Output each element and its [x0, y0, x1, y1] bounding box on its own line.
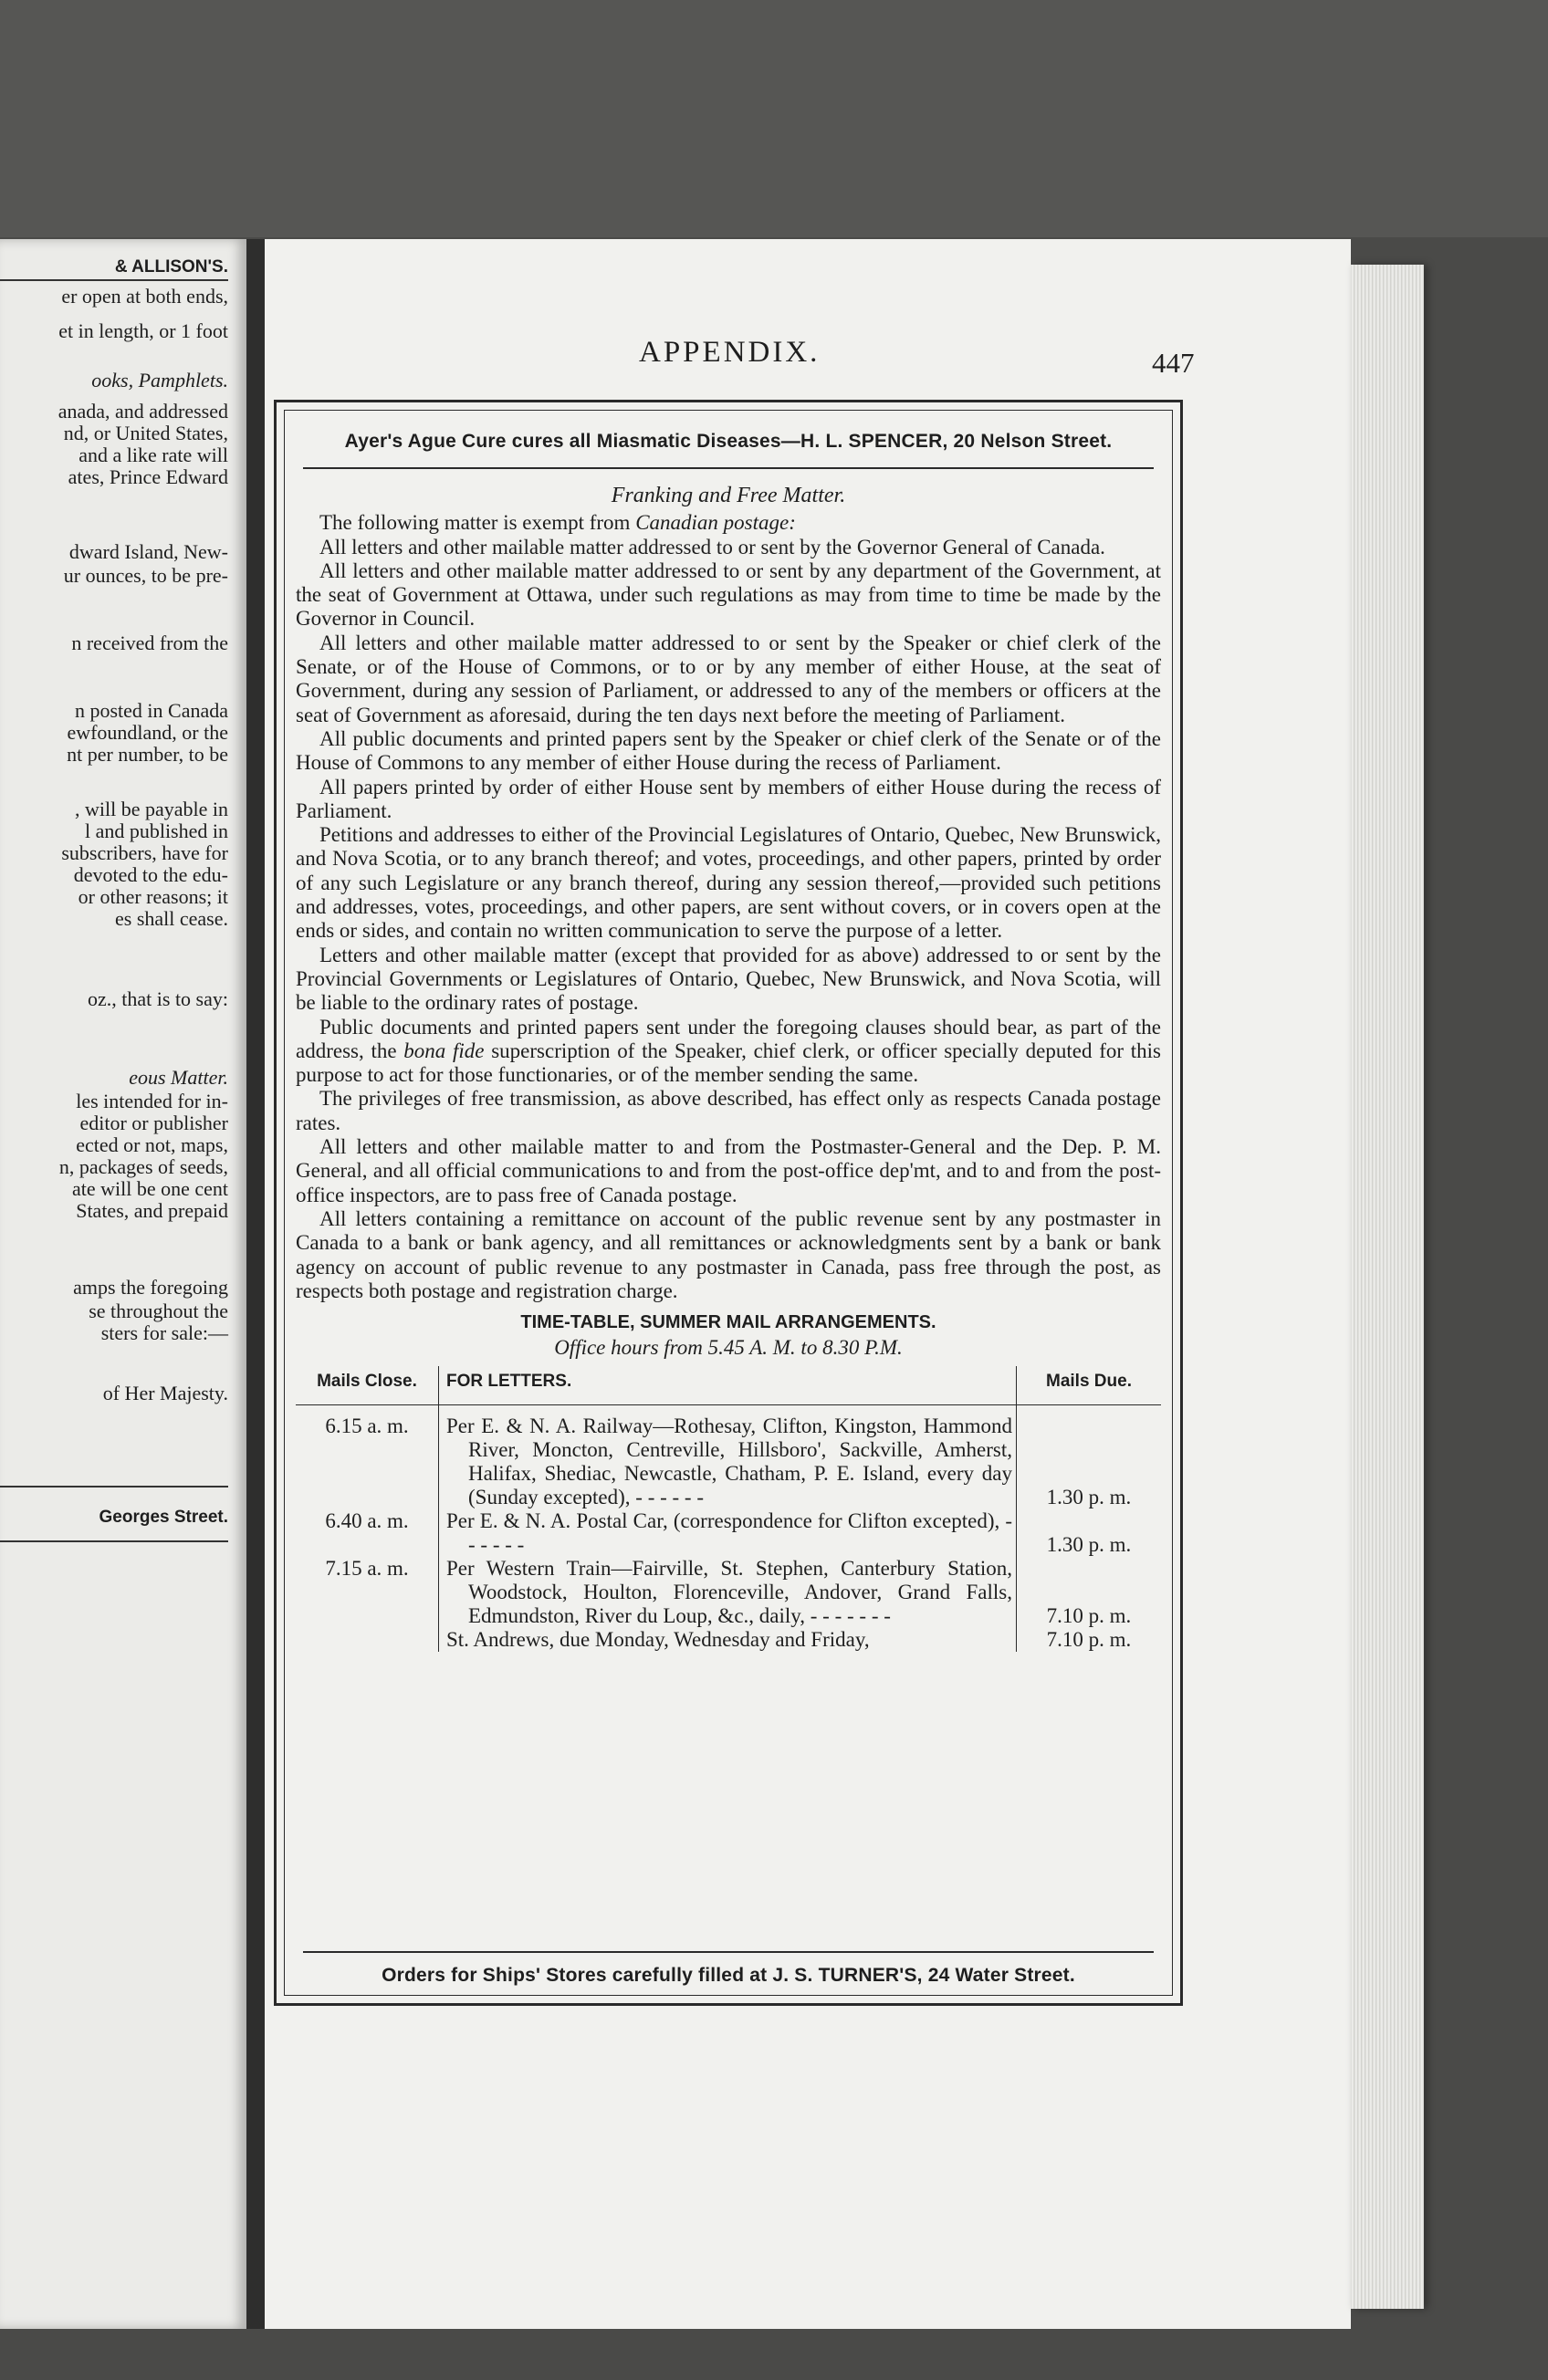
timetable-header-row	[296, 1366, 1161, 1405]
left-page-line: nt per number, to be	[67, 743, 228, 766]
mails-close-cell	[296, 1404, 439, 1509]
left-page-line: n received from the	[71, 632, 228, 654]
mails-close-cell	[296, 1509, 439, 1557]
bottom-advertisement: Orders for Ships' Stores carefully filled at J. S. TURNER'S, 24 Water Street.	[382, 1965, 1075, 1986]
page-edges	[1351, 265, 1424, 2309]
paragraph-group	[296, 536, 1161, 1016]
left-page-line: ates, Prince Edward	[68, 465, 228, 488]
left-page-line: es shall cease.	[115, 907, 228, 930]
header-for-letters: FOR LETTERS.	[439, 1366, 1017, 1405]
left-page-fragment	[0, 239, 246, 2329]
timetable-row	[296, 1557, 1161, 1628]
scan-background	[0, 0, 1548, 237]
left-page-line: l and published in	[84, 819, 228, 842]
paragraph: Letters and other mailable matter (except that provided for as above) addressed to or sent by the Provincial Governments or Legislatures of Ontario, Quebec, New Brunswick, and Nova Scotia, will be liable to the ordinary rates of postage.	[296, 943, 1161, 1015]
mails-close-cell	[296, 1557, 439, 1628]
left-page-line: oz., that is to say:	[88, 987, 228, 1010]
left-page-line: editor or publisher	[79, 1112, 228, 1134]
route-cell-text: St. Andrews, due Monday, Wednesday and Friday,	[446, 1627, 870, 1651]
page-number: 447	[1152, 347, 1195, 379]
left-page-line: sters for sale:—	[100, 1321, 228, 1344]
left-page-line: ur ounces, to be pre-	[63, 564, 228, 587]
intro-paragraph	[296, 511, 1161, 535]
paragraph	[296, 1016, 1161, 1088]
left-page-line: Georges Street.	[99, 1508, 228, 1527]
paragraph: All letters and other mailable matter addressed to or sent by the Governor General of Canada.	[319, 535, 1105, 558]
left-page-line: amps the foregoing	[73, 1276, 228, 1299]
left-page-line: ected or not, maps,	[76, 1133, 228, 1156]
timetable-row	[296, 1404, 1161, 1509]
left-page-rule	[0, 1540, 228, 1542]
left-page-line: n, packages of seeds,	[58, 1155, 228, 1178]
paragraph: All letters and other mailable matter addressed to or sent by the Speaker or chief clerk of the Senate, or of the House of Commons, or to or by any member of either House, at the seat of Government, during any session of Parliament, or addressed to any of the members or officers at the seat of Government as aforesaid, during the ten days next before the meeting of Parliament.	[296, 631, 1161, 726]
paragraph-text: superscription of the Speaker, chief clerk, or officer specially deputed for this purpose to act for those functionaries, or of the member sending the same.	[296, 1039, 1161, 1087]
paragraph-text: Public documents and printed papers sent under the foregoing clauses should bear, as part of the address, the	[296, 1015, 1161, 1062]
timetable-subtitle: Office hours from 5.45 A. M. to 8.30 P.M.	[554, 1336, 903, 1360]
mails-close-cell	[296, 1628, 439, 1652]
left-page-line: States, and prepaid	[76, 1199, 228, 1222]
intro-emphasis: Canadian postage:	[635, 511, 796, 535]
paragraph-emphasis: bona fide	[403, 1039, 485, 1062]
paragraph: The privileges of free transmission, as above described, has effect only as respects Canada postage rates.	[296, 1087, 1161, 1134]
left-page-line: se throughout the	[89, 1300, 228, 1322]
route-cell	[439, 1628, 1017, 1652]
left-page-line: ewfoundland, or the	[67, 721, 228, 744]
left-page-rule	[0, 1486, 228, 1488]
page-body	[296, 484, 1161, 1652]
header-mails-close: Mails Close.	[296, 1366, 439, 1405]
left-page-line: of Her Majesty.	[102, 1382, 228, 1404]
paragraph: All letters and other mailable matter to and from the Postmaster-General and the Dep. P. M. General, and all official communications to and from the post-office dep'mt, and to and from the post-office inspectors, are to pass free of Canada postage.	[296, 1135, 1161, 1206]
paragraph: All letters containing a remittance on account of the public revenue sent by any postmaster in Canada to a bank or bank agency, and all remittances or acknowledgments sent by a bank or bank agency on account of public revenue to any postmaster in Canada, pass free through the post, as respects both postage and registration charge.	[296, 1206, 1161, 1302]
page-frame-inner	[284, 410, 1173, 1996]
route-cell	[439, 1557, 1017, 1628]
intro-text: The following matter is exempt from	[319, 511, 636, 535]
book-gutter	[246, 239, 265, 2329]
left-page-line: subscribers, have for	[61, 841, 228, 864]
paragraph: Petitions and addresses to either of the Provincial Legislatures of Ontario, Quebec, New Brunswick, and Nova Scotia, or to any branch thereof; and votes, proceedings, and other papers, printed by order of any such Legislature or any branch thereof, during any session thereof,—provided such petitions and addresses, votes, proceedings, and other papers, are sent without covers, or in covers open at the ends or sides, and contain no written communication to serve the purpose of a letter.	[296, 823, 1161, 943]
paragraph-group	[296, 1087, 1161, 1303]
header-mails-due: Mails Due.	[1017, 1366, 1162, 1405]
timetable-row	[296, 1628, 1161, 1652]
paragraph: All letters and other mailable matter addressed to or sent by any department of the Government, at the seat of Government at Ottawa, under such regulations as may from time to time be made by the Governor in Council.	[296, 558, 1161, 631]
mails-close-cell-text: 6.40 a. m.	[325, 1508, 409, 1532]
left-page-line: nd, or United States,	[63, 422, 228, 444]
left-page-line: devoted to the edu-	[73, 863, 228, 886]
timetable-row	[296, 1509, 1161, 1557]
paragraph: All papers printed by order of either House sent by members of either House during the recess of Parliament.	[296, 775, 1161, 822]
mails-close-cell-text: 6.15 a. m.	[325, 1414, 409, 1437]
route-cell-text: Per E. & N. A. Railway—Rothesay, Clifton, Kingston, Hammond River, Moncton, Centreville, Hillsboro', Sackville, Amherst, Halifax, Shediac, Newcastle, Chatham, P. E. Island, every day (Sunday excepted), - - - - - -	[446, 1414, 1012, 1508]
left-page-line: or other reasons; it	[78, 885, 228, 908]
mails-due-cell-text: 1.30 p. m.	[1046, 1485, 1132, 1508]
left-page-line: et in length, or 1 foot	[58, 319, 228, 342]
top-rule	[303, 467, 1154, 469]
left-page-rule	[0, 279, 228, 281]
mails-due-cell	[1017, 1509, 1162, 1557]
page-frame	[274, 400, 1183, 2006]
running-head: APPENDIX.	[639, 336, 821, 369]
mails-due-cell-text: 1.30 p. m.	[1046, 1532, 1132, 1556]
timetable	[296, 1366, 1161, 1652]
timetable-body	[296, 1404, 1161, 1652]
left-page-line: eous Matter.	[129, 1066, 228, 1089]
mails-due-cell-text: 7.10 p. m.	[1046, 1603, 1132, 1627]
left-page-line: and a like rate will	[78, 444, 228, 466]
route-cell-text: Per E. & N. A. Postal Car, (correspondence for Clifton excepted), - - - - - -	[446, 1508, 1012, 1556]
paragraph: All public documents and printed papers sent by the Speaker or chief clerk of the Senate or of the House of Commons to any member of either House during the recess of Parliament.	[296, 726, 1161, 775]
left-page-line: & ALLISON'S.	[114, 257, 228, 277]
left-page-line: ooks, Pamphlets.	[91, 369, 228, 391]
left-page-line: dward Island, New-	[68, 540, 228, 563]
top-advertisement: Ayer's Ague Cure cures all Miasmatic Diseases—H. L. SPENCER, 20 Nelson Street.	[344, 431, 1113, 452]
mails-due-cell	[1017, 1628, 1162, 1652]
left-page-line: anada, and addressed	[58, 400, 228, 423]
bottom-rule	[303, 1951, 1154, 1953]
mails-due-cell	[1017, 1404, 1162, 1509]
route-cell-text: Per Western Train—Fairville, St. Stephen, Canterbury Station, Woodstock, Houlton, Florenceville, Andover, Grand Falls, Edmundston, River du Loup, &c., daily, - - - - - - -	[446, 1556, 1012, 1627]
left-page-line: les intended for in-	[76, 1090, 228, 1112]
section-title: Franking and Free Matter.	[611, 484, 846, 507]
mails-due-cell-text: 7.10 p. m.	[1046, 1627, 1132, 1651]
mails-due-cell	[1017, 1557, 1162, 1628]
timetable-title: TIME-TABLE, SUMMER MAIL ARRANGEMENTS.	[520, 1312, 936, 1333]
left-page-line: ate will be one cent	[71, 1177, 228, 1200]
left-page-line: er open at both ends,	[61, 285, 228, 308]
route-cell	[439, 1509, 1017, 1557]
mails-close-cell-text: 7.15 a. m.	[325, 1556, 409, 1580]
route-cell	[439, 1404, 1017, 1509]
left-page-line: , will be payable in	[74, 798, 228, 820]
left-page-line: n posted in Canada	[74, 699, 228, 722]
